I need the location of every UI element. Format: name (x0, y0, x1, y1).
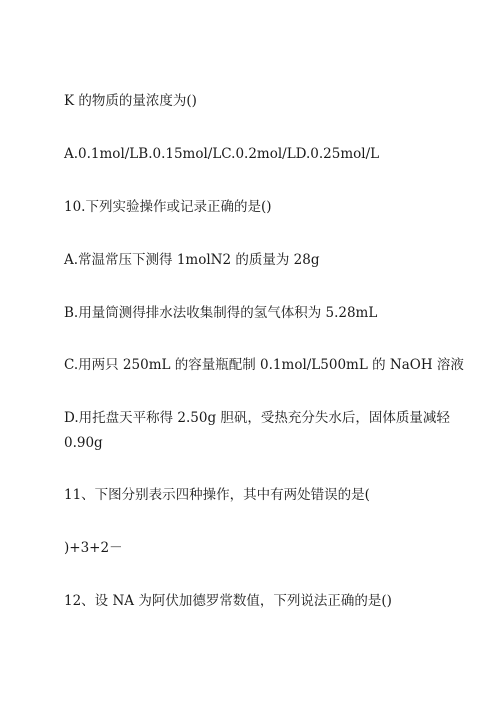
question-11-stem: 11、下图分别表示四种操作，其中有两处错误的是( (64, 487, 370, 503)
question-10-option-d: D.用托盘天平称得 2.50g 胆矾，受热充分失水后，固体质量减轻 (64, 410, 450, 426)
question-12-stem: 12、设 NA 为阿伏加德罗常数值，下列说法正确的是() (64, 593, 392, 609)
question-10-stem: 10.下列实验操作或记录正确的是() (64, 199, 272, 215)
question-9-options: A.0.1mol/LB.0.15mol/LC.0.2mol/LD.0.25mol/L (64, 146, 380, 162)
question-10-option-b: B.用量筒测得排水法收集制得的氢气体积为 5.28mL (64, 305, 378, 321)
question-11-stem-tail: )+3+2－ (64, 540, 123, 556)
question-9-stem-tail: K 的物质的量浓度为() (64, 93, 197, 109)
question-10-option-a: A.常温常压下测得 1molN2 的质量为 28g (64, 252, 320, 268)
question-10-option-c: C.用两只 250mL 的容量瓶配制 0.1mol/L500mL 的 NaOH 溶液 (64, 357, 464, 373)
question-10-option-d-continued: 0.90g (64, 435, 103, 451)
